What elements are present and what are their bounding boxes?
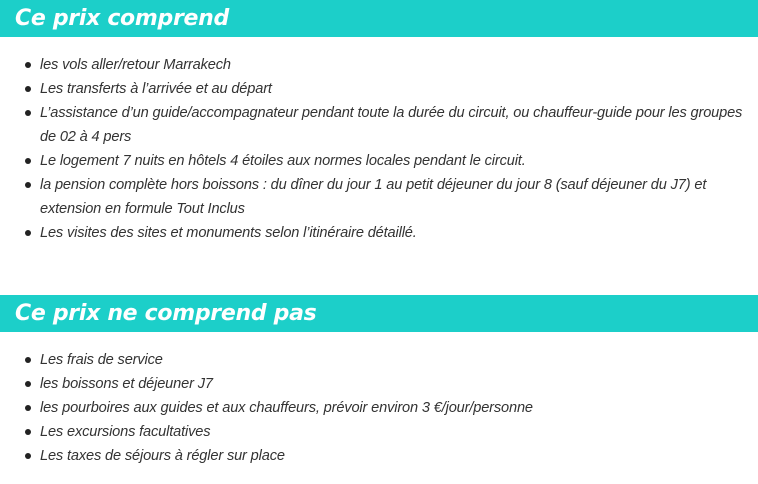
list-item	[0, 101, 758, 149]
list-item	[0, 173, 758, 221]
bullet-icon	[25, 230, 31, 236]
list-item-text: Les frais de service	[40, 352, 163, 368]
bullet-icon	[25, 357, 31, 363]
bullet-icon	[25, 182, 31, 188]
list-item	[0, 372, 758, 396]
bullet-icon	[25, 86, 31, 92]
bullet-icon	[25, 62, 31, 68]
list-item	[0, 221, 758, 245]
bullet-icon	[25, 381, 31, 387]
included-list	[0, 53, 758, 245]
list-item-text: les pourboires aux guides et aux chauffeurs, prévoir environ 3 €/jour/personne	[40, 400, 533, 416]
list-item-text: Les excursions facultatives	[40, 424, 211, 440]
list-item	[0, 348, 758, 372]
list-item	[0, 420, 758, 444]
list-item	[0, 149, 758, 173]
excluded-section-title: Ce prix ne comprend pas	[15, 301, 317, 326]
bullet-icon	[25, 405, 31, 411]
list-item	[0, 77, 758, 101]
list-item-text: la pension complète hors boissons : du dîner du jour 1 au petit déjeuner du jour 8 (sauf déjeuner du J7) et extension en formule Tout Inclus	[40, 177, 707, 217]
excluded-list	[0, 348, 758, 468]
bullet-icon	[25, 429, 31, 435]
list-item-text: les vols aller/retour Marrakech	[40, 57, 231, 73]
list-item-text: Le logement 7 nuits en hôtels 4 étoiles aux normes locales pendant le circuit.	[40, 153, 526, 169]
list-item-text: les boissons et déjeuner J7	[40, 376, 213, 392]
list-item-text: L’assistance d’un guide/accompagnateur pendant toute la durée du circuit, ou chauffeur-guide pour les groupes de 02 à 4 pers	[40, 105, 743, 145]
list-item	[0, 53, 758, 77]
included-section-title: Ce prix comprend	[15, 6, 229, 31]
list-item	[0, 396, 758, 420]
excluded-section-header	[0, 295, 758, 332]
list-item-text: Les visites des sites et monuments selon l’itinéraire détaillé.	[40, 225, 417, 241]
bullet-icon	[25, 453, 31, 459]
included-section-header	[0, 0, 758, 37]
bullet-icon	[25, 158, 31, 164]
list-item-text: Les taxes de séjours à régler sur place	[40, 448, 285, 464]
bullet-icon	[25, 110, 31, 116]
list-item-text: Les transferts à l’arrivée et au départ	[40, 81, 272, 97]
list-item	[0, 444, 758, 468]
